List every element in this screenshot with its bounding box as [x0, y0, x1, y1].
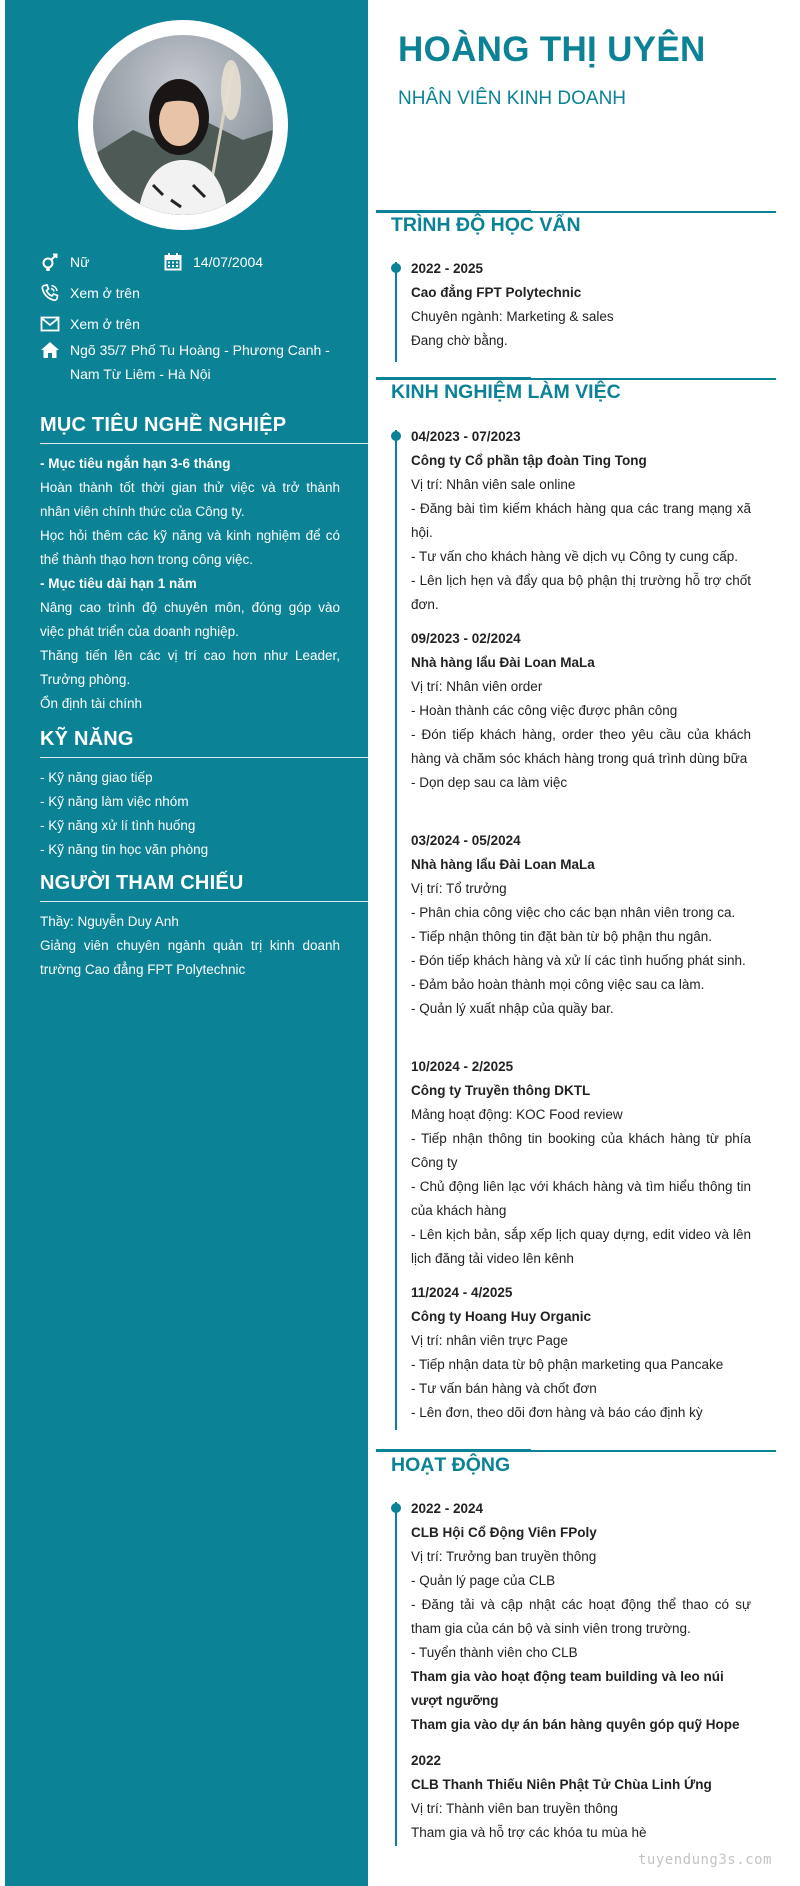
entry-company: Công ty Hoang Huy Organic [411, 1309, 592, 1324]
entry-line: Vị trí: Nhân viên order [411, 679, 543, 694]
long-term-item: Nâng cao trình độ chuyên môn, đóng góp vào việc phát triển của doanh nghiệp. [40, 600, 340, 639]
long-term-label: - Mục tiêu dài hạn 1 năm [40, 576, 197, 591]
activities-timeline [395, 1502, 397, 1846]
skill-item: - Kỹ năng xử lí tình huống [40, 818, 196, 833]
long-term-item: Ổn định tài chính [40, 696, 143, 711]
entry-line: - Tư vấn cho khách hàng về dịch vụ Công ty cung cấp. [411, 549, 738, 564]
timeline-dot [391, 1503, 401, 1513]
email-row [40, 312, 140, 336]
entry-date: 2022 - 2024 [411, 1501, 484, 1516]
birthdate-value: 14/07/2004 [193, 254, 264, 270]
phone-icon [40, 283, 60, 303]
experience-heading: KINH NGHIỆM LÀM VIỆC [391, 381, 621, 403]
entry-date: 03/2024 - 05/2024 [411, 833, 521, 848]
skills-list [40, 766, 340, 862]
entry-line: Chuyên ngành: Marketing & sales [411, 309, 614, 324]
phone-value: Xem ở trên [70, 285, 140, 301]
entry-school: Cao đẳng FPT Polytechnic [411, 285, 582, 300]
entry-line: - Phân chia công việc cho các bạn nhân viên trong ca. [411, 905, 736, 920]
experience-entry [411, 1055, 751, 1271]
entry-line: - Hoàn thành các công việc được phân công [411, 703, 678, 718]
entry-highlight: Tham gia vào dự án bán hàng quyên góp quỹ Hope [411, 1717, 740, 1732]
entry-line: Tham gia và hỗ trợ các khóa tu mùa hè [411, 1825, 647, 1840]
experience-entry [411, 1281, 751, 1425]
address-value [70, 338, 330, 386]
entry-line: - Tiếp nhận thông tin booking của khách hàng từ phía Công ty [411, 1131, 751, 1170]
address-line-2: Nam Từ Liêm - Hà Nội [70, 366, 211, 382]
entry-line: Vị trí: Trưởng ban truyền thông [411, 1549, 597, 1564]
reference-detail: Giảng viên chuyên ngành quản trị kinh doanh trường Cao đẳng FPT Polytechnic [40, 938, 340, 977]
entry-line: - Tuyển thành viên cho CLB [411, 1645, 578, 1660]
entry-line: Vị trí: nhân viên trực Page [411, 1333, 568, 1348]
activities-heading: HOẠT ĐỘNG [391, 1454, 511, 1476]
gender-value: Nữ [70, 254, 90, 270]
objective-content [40, 452, 340, 716]
long-term-item: Thăng tiến lên các vị trí cao hơn như Leader, Trưởng phòng. [40, 648, 340, 687]
avatar-photo [93, 35, 273, 215]
entry-line: - Tiếp nhận thông tin đặt bàn từ bộ phận thu ngân. [411, 929, 713, 944]
entry-line: - Lên đơn, theo dõi đơn hàng và báo cáo định kỳ [411, 1405, 703, 1420]
entry-org: CLB Thanh Thiếu Niên Phật Tử Chùa Linh Ứng [411, 1777, 712, 1792]
experience-timeline [395, 430, 397, 1430]
sidebar [5, 0, 368, 1886]
address-line-1: Ngõ 35/7 Phố Tu Hoàng - Phương Canh - [70, 342, 330, 358]
reference-name: Thầy: Nguyễn Duy Anh [40, 914, 179, 929]
entry-line: Vị trí: Nhân viên sale online [411, 477, 576, 492]
entry-company: Công ty Truyền thông DKTL [411, 1083, 591, 1098]
short-term-item: Hoàn thành tốt thời gian thử việc và trở thành nhân viên chính thức của Công ty. [40, 480, 340, 519]
experience-entry [411, 829, 751, 1021]
education-heading: TRÌNH ĐỘ HỌC VẤN [391, 214, 581, 236]
skill-item: - Kỹ năng giao tiếp [40, 770, 153, 785]
skill-item: - Kỹ năng làm việc nhóm [40, 794, 189, 809]
education-timeline [395, 262, 397, 362]
references-content [40, 910, 340, 982]
email-value: Xem ở trên [70, 316, 140, 332]
entry-org: CLB Hội Cổ Động Viên FPoly [411, 1525, 597, 1540]
entry-line: - Đảm bảo hoàn thành mọi công việc sau ca làm. [411, 977, 705, 992]
gender-icon [40, 252, 60, 272]
entry-line: - Đón tiếp khách hàng, order theo yêu cầu của khách hàng và chăm sóc khách hàng trong quá trình dùng bữa [411, 727, 751, 766]
entry-line: - Đăng tải và cập nhật các hoạt động thể thao có sự tham gia của cán bộ và sinh viên trong trường. [411, 1597, 751, 1636]
education-divider [376, 211, 776, 213]
avatar [93, 35, 273, 215]
entry-line: - Đón tiếp khách hàng và xử lí các tình huống phát sinh. [411, 953, 746, 968]
activity-entry [411, 1747, 751, 1845]
experience-entry [411, 627, 751, 795]
references-heading: NGƯỜI THAM CHIẾU [40, 872, 368, 902]
entry-company: Công ty Cổ phần tập đoàn Ting Tong [411, 453, 647, 468]
address-row [40, 338, 330, 386]
entry-line: - Quản lý xuất nhập của quầy bar. [411, 1001, 614, 1016]
entry-line: Mảng hoạt động: KOC Food review [411, 1107, 623, 1122]
phone-row [40, 281, 140, 305]
entry-line: - Lên lịch hẹn và đẩy qua bộ phận thị trường hỗ trợ chốt đơn. [411, 573, 751, 612]
entry-line: Vị trí: Tổ trưởng [411, 881, 507, 896]
entry-date: 11/2024 - 4/2025 [411, 1285, 513, 1300]
activity-entry [411, 1497, 751, 1737]
objective-heading: MỤC TIÊU NGHỀ NGHIỆP [40, 414, 368, 444]
entry-line: - Quản lý page của CLB [411, 1573, 556, 1588]
entry-line: - Tiếp nhận data từ bộ phận marketing qua Pancake [411, 1357, 724, 1372]
entry-highlight: Tham gia vào hoạt động team building và leo núi vượt ngưỡng [411, 1669, 724, 1708]
watermark: tuyendung3s.com [638, 1852, 772, 1868]
entry-date: 2022 [411, 1753, 442, 1768]
entry-date: 10/2024 - 2/2025 [411, 1059, 514, 1074]
entry-line: - Tư vấn bán hàng và chốt đơn [411, 1381, 597, 1396]
skills-heading: KỸ NĂNG [40, 728, 368, 758]
education-entry [411, 257, 751, 353]
experience-entry [411, 425, 751, 617]
timeline-dot [391, 263, 401, 273]
activities-divider [376, 1450, 776, 1452]
short-term-item: Học hỏi thêm các kỹ năng và kinh nghiệm để có thể thành thạo hơn trong công việc. [40, 528, 340, 567]
entry-company: Nhà hàng lẩu Đài Loan MaLa [411, 857, 595, 872]
skill-item: - Kỹ năng tin học văn phòng [40, 842, 209, 857]
mail-icon [40, 314, 60, 334]
entry-date: 2022 - 2025 [411, 261, 484, 276]
entry-line: - Đăng bài tìm kiếm khách hàng qua các trang mạng xã hội. [411, 501, 751, 540]
entry-line: Đang chờ bằng. [411, 333, 508, 348]
entry-line: - Lên kịch bản, sắp xếp lịch quay dựng, edit video và lên lịch đăng tải video lên kênh [411, 1227, 751, 1266]
home-icon [40, 340, 60, 360]
entry-company: Nhà hàng lẩu Đài Loan MaLa [411, 655, 595, 670]
entry-line: - Dọn dẹp sau ca làm việc [411, 775, 568, 790]
birthdate-row [163, 250, 263, 274]
calendar-icon [163, 252, 183, 272]
job-title: NHÂN VIÊN KINH DOANH [398, 88, 627, 109]
avatar-frame [78, 20, 288, 230]
entry-line: - Chủ động liên lạc với khách hàng và tìm hiểu thông tin của khách hàng [411, 1179, 751, 1218]
candidate-name: HOÀNG THỊ UYÊN [398, 30, 706, 69]
experience-divider [376, 378, 776, 380]
gender-row [40, 250, 89, 274]
entry-line: Vị trí: Thành viên ban truyền thông [411, 1801, 618, 1816]
entry-date: 09/2023 - 02/2024 [411, 631, 521, 646]
entry-date: 04/2023 - 07/2023 [411, 429, 521, 444]
short-term-label: - Mục tiêu ngắn hạn 3-6 tháng [40, 456, 231, 471]
timeline-dot [391, 431, 401, 441]
